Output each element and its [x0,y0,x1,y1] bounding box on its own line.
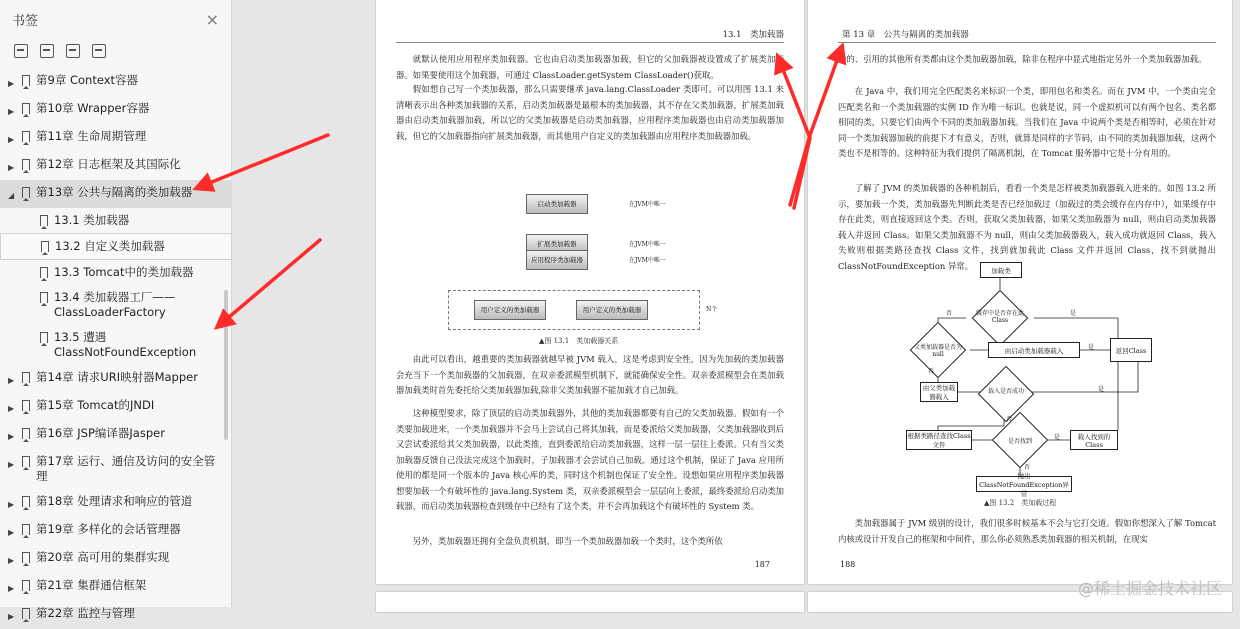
paragraph: 类加载器属于 JVM 级别的设计，我们很多时候基本不会与它打交道。假如你想深入了解 Tomcat 内核或设计开发自己的框架和中间件，那么你必须熟悉类加载器的相关机制，在现实 [838,518,1216,544]
count-note: N个 [706,306,718,313]
bookmark-item[interactable]: ▶ 第17章 运行、通信及访问的安全管理 [8,454,216,483]
flow-label: 是 [1088,344,1095,351]
paragraph: 由此可以看出，越重要的类加载器就越早被 JVM 载入，这是考虑到安全性，因为先加载的类加载器会充当下一个类加载器的父加载器，在双亲委派模型机制下，就能确保安全性。双亲委派模型会在类加载器加载类时首先委托给父类加载器加载,除非父类加载器不能加载才自己加载。 [396,354,784,395]
expand-arrow-icon[interactable]: ▶ [8,584,15,593]
bookmarks-title: 书签 [12,13,39,29]
expand-arrow-icon[interactable]: ▶ [8,500,15,509]
bookmark-item[interactable]: ▶ 第10章 Wrapper容器 [0,96,232,124]
flow-label: 是 [1098,386,1105,393]
expand-arrow-icon[interactable]: ▶ [8,376,15,385]
flow-decision: 载入是否成功 [987,388,1024,395]
flow-end: 抛出ClassNotFoundException异常 [976,476,1072,492]
flow-label: 否 [1006,416,1013,423]
paragraph: 这种模型要求，除了顶层的启动类加载器外，其他的类加载器都要有自己的父类加载器。假如有一个类要加载进来，一个类加载器并不会马上尝试自己将其加载，而是委派给父类加载器，父类加载器收到后又尝试委派给其父类加载器，以此类推，直到委派给启动类加载器，这样一层一层往上委派。只有当父类加载器反馈自己没法完成这个加载时，子加载器才会尝试自己加载。通过这个机制，保证了 Java 应用所使用的都是同一个版本的 Java 核心库的类，同时这个机制也保证了安全性。设想如果应用程序类加载器想要加载一个有破坏性的 java.lang.System 类，双亲委派模型会一层层向上委派，最终委派给启动类加载器，而启动类加载器检查到缓存中已经有了这个类，并不会再加载这个有破坏性的 System 类。 [396,408,784,511]
expand-arrow-icon[interactable]: ▶ [8,612,15,621]
bookmark-item[interactable]: ▶ 第11章 生命周期管理 [0,124,232,152]
flow-return: 返回Class [1110,338,1152,362]
expand-arrow-icon[interactable]: ▶ [8,163,15,172]
bookmark-subitem[interactable]: 13.5 遭遇ClassNotFoundException [0,325,232,365]
expand-arrow-icon[interactable]: ▶ [8,107,15,116]
bookmark-item[interactable]: ▶ 第9章 Context容器 [0,68,232,96]
figure-caption: ▲图 13.1 类加载器关系 [539,337,619,345]
expand-arrow-icon[interactable]: ▶ [8,460,15,469]
expand-arrow-icon[interactable]: ▶ [8,432,15,441]
page-number: 188 [840,560,856,569]
app-loader-box: 应用程序类加载器 [526,250,588,270]
paragraph: 赖的、引用的其他所有类都由这个类加载器加载，除非在程序中显式地指定另外一个类加载器加载。 [838,54,1207,64]
page-header: 第 13 章 公共与隔离的类加载器 [842,30,969,40]
flow-step: 根据类路径查找Class文件 [907,432,971,449]
arrow-to-chapter-13 [202,135,328,186]
bookmark-subitem-selected[interactable]: 13.2 自定义类加载器 [0,233,232,260]
boot-loader-box: 启动类加载器 [526,194,588,214]
paragraph: 在 Java 中，我们用完全匹配类名来标识一个类，即用包名和类名。而在 JVM 中，一个类由完全匹配类名和一个类加载器的实例 ID 作为唯一标识。也就是说，同一个虚拟机可以有两个包名、类名都相同的类，只要它们由两个不同的类加载器加载。当我们在 Java 中说两个类是否相等时，必须在针对同一个类加载器加载的前提下才有意义，否则，就算是同样的字节码，由不同的类加载器加载，这两个类也不是相等的。这种特征为我们提供了隔离机制，在 Tomcat 服务器中它是十分有用的。 [838,86,1216,158]
expand-arrow-icon[interactable]: ▶ [8,528,15,537]
watermark: @稀土掘金技术社区 [1077,579,1222,598]
flow-step: 由启动类加载器载入 [988,342,1080,358]
flow-start: 加载类 [980,262,1022,278]
flow-label: 否 [928,368,935,375]
bookmark-subitem[interactable]: 13.4 类加载器工厂——ClassLoaderFactory [0,285,232,325]
paragraph: 就默认使用应用程序类加载器。它也由启动类加载器加载，但它的父加载器被设置成了扩展类加载器。如果要使用这个加载器，可通过 ClassLoader.getSystem ClassLoader()获取。 [396,54,784,80]
bookmark-icon [22,608,30,619]
expand-arrow-icon[interactable]: ▶ [8,404,15,413]
flow-label: 否 [946,310,953,317]
jvm-note: 在JVM中唯一 [629,201,666,208]
bookmark-item[interactable]: ▶ 第19章 多样化的会话管理器 [0,517,232,545]
arrow-to-right-header [790,52,840,205]
bookmark-item[interactable]: ▶ 第15章 Tomcat的JNDI [0,393,232,421]
flow-step: 由父类加载器载入 [920,382,958,402]
user-loader-box: 用户定义的类加载器 [474,300,546,320]
flow-label: 否 [1024,464,1031,471]
jvm-note: 在JVM中唯一 [629,257,666,264]
expand-arrow-icon[interactable]: ▶ [8,79,15,88]
figure-caption: ▲图 13.2 类加载过程 [984,499,1057,507]
paragraph: 假如想自己写一个类加载器，那么只需要继承 java.lang.ClassLoader 类即可。可以用图 13.1 来清晰表示出各种类加载器的关系，启动类加载器是最根本的类加载器，其不存在父类加载器，扩展类加载器由启动类加载器加载，所以它的父类加载器是启动类加载器，应用程序类加载器也由启动类加载器加载，但它的父加载器指向扩展类加载器，而其他用户自定义的类加载器由应用程序类加载器加载。 [396,84,784,141]
bookmark-item-chapter-13[interactable]: ◢ 第13章 公共与隔离的类加载器 [0,180,232,208]
bookmark-item[interactable]: ▶ 第18章 处理请求和响应的管道 [0,489,232,517]
bookmark-item[interactable]: ▶ 第20章 高可用的集群实现 [0,545,232,573]
bookmark-item[interactable]: ▶ 第16章 JSP编译器Jasper [0,421,232,449]
flow-decision: 是否找到 [1007,438,1032,445]
page-header: 13.1 类加载器 [722,30,784,40]
collapse-arrow-icon[interactable]: ◢ [8,191,15,200]
bookmark-item[interactable]: ▶ 第14章 请求URI映射器Mapper [0,365,232,393]
expand-arrow-icon[interactable]: ▶ [8,135,15,144]
paragraph: 了解了 JVM 的类加载器的各种机制后，看看一个类是怎样被类加载器载入进来的。如图 13.2 所示，要加载一个类，类加载器先判断此类是否已经加载过（加载过的类会缓存在内存中），如果缓存中存在此类，则直接返回这个类。否则，获取父类加载器，如果父类加载器为 null，则由启动类加载器载入并返回 Class。如果父类加载器不为 null，则由父类加载器载入，载入成功就返回 Class，载入失败则根据类路径查找 Class 文件，找到就加载此 Class 文件并返回 Class，找不到就抛出 ClassNotFoundException 异常。 [838,183,1216,271]
page-number: 187 [754,560,770,569]
bookmark-subitem[interactable]: 13.3 Tomcat中的类加载器 [0,260,232,285]
bookmark-item[interactable]: ▶ 第22章 监控与管理 [0,601,232,629]
bookmark-item[interactable]: ▶ 第12章 日志框架及其国际化 [0,152,232,180]
flow-label: 是 [1054,434,1061,441]
bookmark-item[interactable]: ▶ 第21章 集群通信框架 [0,573,232,601]
expand-arrow-icon[interactable]: ▶ [8,556,15,565]
flow-label: 是 [1070,310,1077,317]
paragraph: 另外，类加载器还拥有全盘负责机制，即当一个类加载器加载一个类时，这个类所依 [412,536,723,546]
close-icon[interactable]: × [205,9,219,29]
flow-decision: 缓存中是否存在此Class [975,310,1024,324]
user-loader-box: 用户定义的类加载器 [576,300,648,320]
ext-loader-box: 扩展类加载器 [526,234,588,254]
bookmark-subitem[interactable]: 13.1 类加载器 [0,208,232,233]
jvm-note: 在JVM中唯一 [629,241,666,248]
flow-decision: 父类加载器是否为null [913,344,962,358]
flow-step: 载入找到的Class [1070,430,1118,450]
arrow-to-section-13-5 [222,240,320,323]
